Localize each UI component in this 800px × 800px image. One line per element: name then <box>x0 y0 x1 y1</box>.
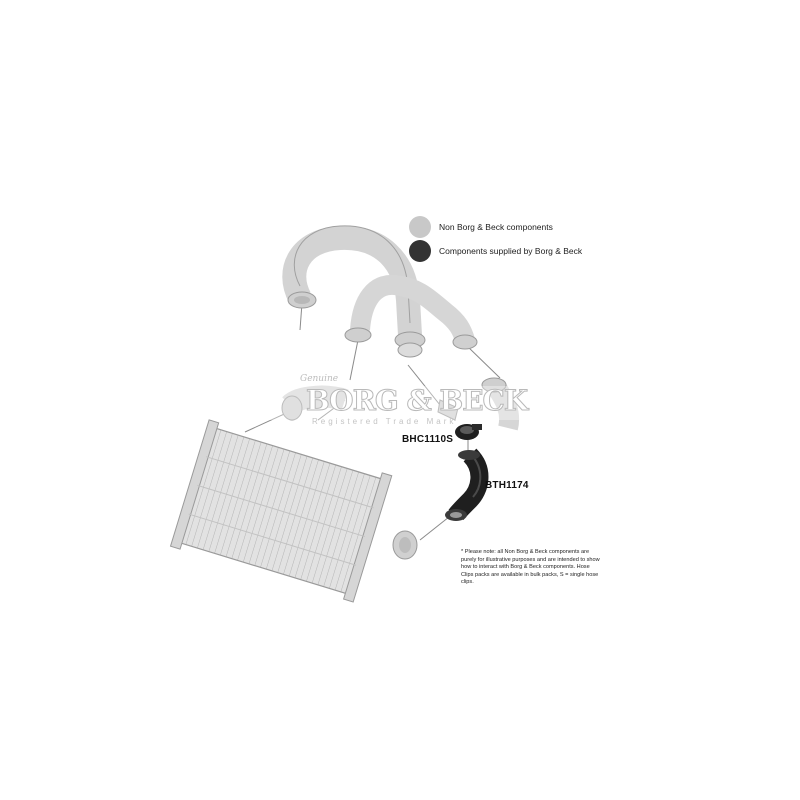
part-label-clip: BHC1110S <box>402 434 454 445</box>
brand-watermark <box>262 370 538 440</box>
legend-item-bb <box>409 240 582 262</box>
disclaimer-note: * Please note: all Non Borg & Beck components are purely for illustrative purposes and are intended to show how to interact with Borg & Beck components. Hose Clips packs are available in bulk packs, S = single hose clips. <box>461 549 600 586</box>
watermark-brand: BORG & BECK <box>306 384 528 417</box>
part-label-hose: BTH1174 <box>485 480 529 491</box>
intercooler <box>171 420 417 602</box>
legend-label-non-bb: Non Borg & Beck components <box>439 222 553 232</box>
legend-label-bb: Components supplied by Borg & Beck <box>439 246 583 256</box>
watermark-tagline: Registered Trade Mark <box>312 417 457 426</box>
watermark-genuine: Genuine <box>300 374 339 384</box>
intercooler-hose-bth1174 <box>445 450 480 521</box>
legend-swatch-dark <box>409 240 431 262</box>
legend-item-non-bb <box>409 216 553 238</box>
legend-swatch-grey <box>409 216 431 238</box>
